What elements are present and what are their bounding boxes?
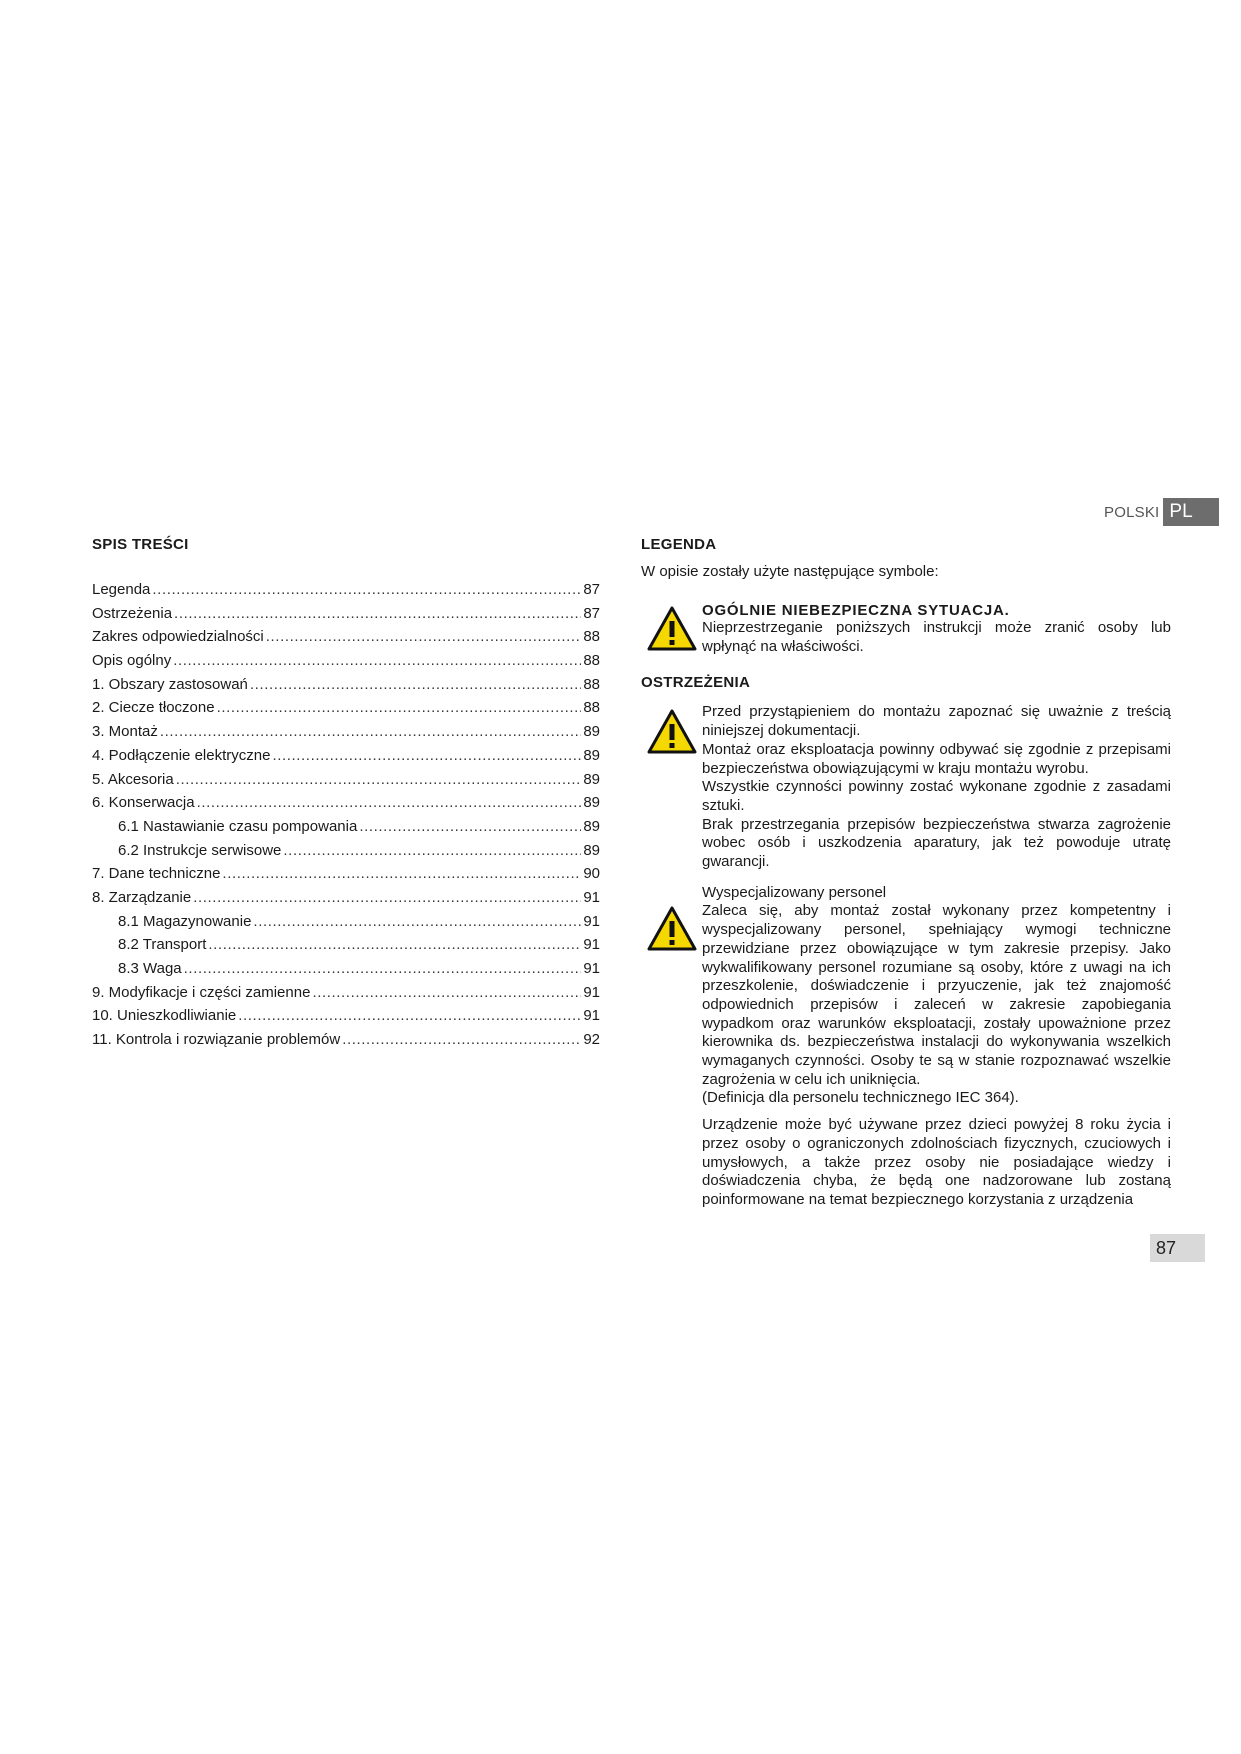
warning-paragraph-3: Wszystkie czynności powinny zostać wykonane zgodnie z zasadami sztuki. (702, 778, 1171, 814)
warning-paragraph-4: Brak przestrzegania przepisów bezpieczeństwa stwarza zagrożenie wobec osób i uszkodzenia aparatury, jak też powoduje utratę gwarancji. (702, 815, 1171, 871)
toc-entry[interactable]: 7. Dane techniczne ..... 90 (92, 865, 600, 889)
toc-entry[interactable]: 10. Unieszkodliwianie ..... 91 (92, 1007, 600, 1031)
toc-entry[interactable]: 9. Modyfikacje i części zamienne ..... 91 (92, 984, 600, 1008)
toc-subentry[interactable]: 8.1 Magazynowanie ..... 91 (92, 913, 600, 937)
table-of-contents (92, 536, 600, 1055)
danger-heading: OGÓLNIE NIEBEZPIECZNA SYTUACJA. (702, 602, 1010, 619)
toc-entry[interactable]: 4. Podłączenie elektryczne ..... 89 (92, 747, 600, 771)
personnel-heading: Wyspecjalizowany personel (702, 883, 887, 901)
toc-entry[interactable]: 8. Zarządzanie ..... 91 (92, 889, 600, 913)
personnel-block (641, 884, 1171, 1210)
danger-text: Nieprzestrzeganie poniższych instrukcji może zranić osoby lub wpłynąć na właściwości. (702, 619, 1171, 655)
warning-paragraph-1: Przed przystąpieniem do montażu zapoznać się uważnie z treścią niniejszej dokumentacji. (702, 703, 1171, 740)
legend-and-warnings (641, 536, 1171, 1210)
toc-subentry[interactable]: 6.1 Nastawianie czasu pompowania ..... 89 (92, 818, 600, 842)
language-tab (1104, 498, 1219, 526)
personnel-text: Zaleca się, aby montaż został wykonany przez kompetentny i wyspecjalizowany personel, spełniający wymogi techniczne przewidziane przez obowiązujące w tym zakresie przepisy. Jako wykwalifikowany personel rozumiane są osoby, które z uwagi na ich przeszkolenie, doświadczenie i przyuczenie, jak też znajomość odpowiednich przepisów i zaleceń w zakresie zapobiegania wypadkom oraz warunków eksploatacji, zostały upoważnione przez kierownika ds. bezpieczeństwa instalacji do wykonywania wszelkich wymaganych czynności. Osoby te są w stanie rozpoznawać wszelkie zagrożenia w celu ich uniknięcia. (702, 902, 1171, 1088)
legend-title: LEGENDA (641, 536, 717, 553)
warning-triangle-icon (647, 606, 697, 651)
language-code: PL (1163, 498, 1219, 526)
toc-entry[interactable]: 5. Akcesoria ..... 89 (92, 771, 600, 795)
warning-triangle-icon (647, 709, 697, 754)
warning-paragraph-2: Montaż oraz eksploatacja powinny odbywać się zgodnie z przepisami bezpieczeństwa obowiązującymi w kraju montażu wyrobu. (702, 740, 1171, 777)
toc-entry[interactable]: Legenda ..... 87 (92, 581, 600, 605)
toc-entry[interactable]: 6. Konserwacja ..... 89 (92, 794, 600, 818)
danger-block (641, 602, 1171, 656)
children-text: Urządzenie może być używane przez dzieci powyżej 8 roku życia i przez osoby o ograniczonych zdolnościach fizycznych, czuciowych i umysłowych, a także przez osoby nie posiadające wiedzy i doświadczenia chyba, że będą one nadzorowane lub zostaną poinformowane na temat bezpiecznego korzystania z urządzenia (702, 1116, 1171, 1208)
warning-triangle-icon (647, 906, 697, 951)
toc-title: SPIS TREŚCI (92, 536, 189, 553)
personnel-definition: (Definicja dla personelu technicznego IEC 364). (702, 1089, 1019, 1107)
toc-entry[interactable]: 2. Ciecze tłoczone ..... 88 (92, 699, 600, 723)
toc-subentry[interactable]: 6.2 Instrukcje serwisowe ..... 89 (92, 842, 600, 866)
toc-entry[interactable]: 11. Kontrola i rozwiązanie problemów ..... 92 (92, 1031, 600, 1055)
toc-list (92, 581, 600, 1055)
warnings-title: OSTRZEŻENIA (641, 674, 751, 692)
page-number: 87 (1150, 1234, 1205, 1262)
toc-entry[interactable]: Ostrzeżenia ..... 87 (92, 605, 600, 629)
toc-entry[interactable]: 3. Montaż ..... 89 (92, 723, 600, 747)
toc-entry[interactable]: 1. Obszary zastosowań ..... 88 (92, 676, 600, 700)
toc-entry[interactable]: Zakres odpowiedzialności ..... 88 (92, 628, 600, 652)
legend-intro: W opisie zostały użyte następujące symbole: (641, 563, 939, 580)
warnings-block (641, 703, 1171, 871)
toc-entry[interactable]: Opis ogólny ..... 88 (92, 652, 600, 676)
toc-subentry[interactable]: 8.2 Transport ..... 91 (92, 936, 600, 960)
toc-subentry[interactable]: 8.3 Waga ..... 91 (92, 960, 600, 984)
language-label: POLSKI (1104, 503, 1160, 521)
